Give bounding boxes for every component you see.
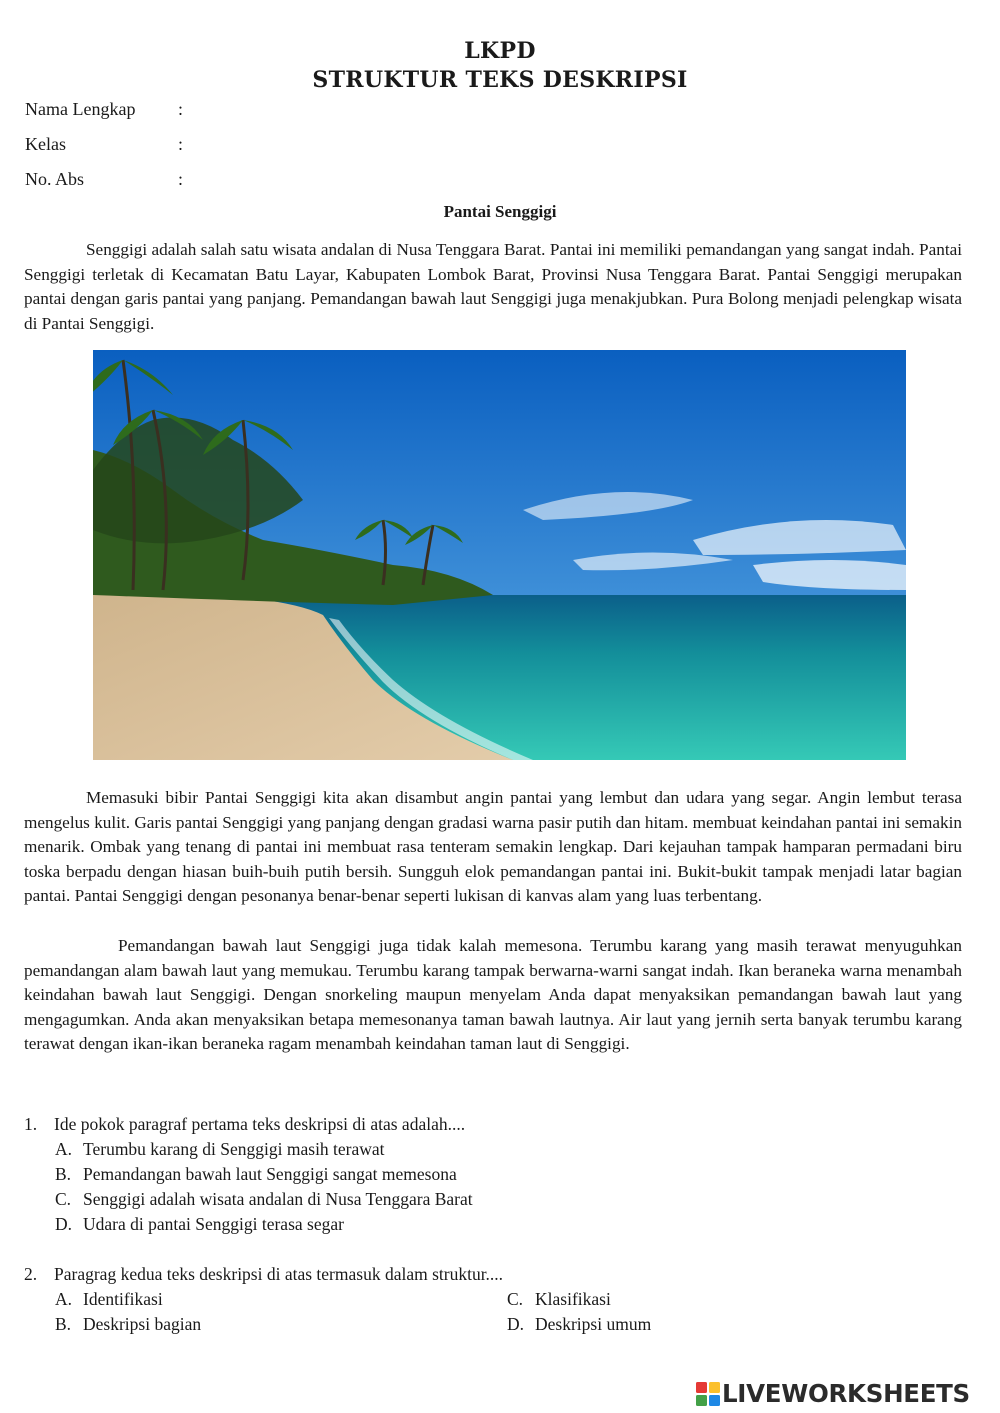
option-text: Senggigi adalah wisata andalan di Nusa Tenggara Barat — [83, 1189, 473, 1209]
q1-option-c[interactable] — [55, 1187, 473, 1211]
q2-option-b[interactable] — [55, 1312, 201, 1336]
liveworksheets-logo-icon — [696, 1382, 720, 1406]
option-text: Identifikasi — [83, 1289, 163, 1309]
worksheet-subtitle: STRUKTUR TEKS DESKRIPSI — [312, 67, 688, 93]
question-2 — [24, 1262, 503, 1286]
field-label: Kelas — [25, 134, 66, 154]
option-text: Udara di pantai Senggigi terasa segar — [83, 1214, 344, 1234]
option-text: Deskripsi bagian — [83, 1314, 202, 1334]
option-letter: D. — [507, 1314, 525, 1334]
option-letter: B. — [55, 1164, 72, 1184]
option-text: Terumbu karang di Senggigi masih terawat — [83, 1139, 385, 1159]
q1-option-d[interactable] — [55, 1212, 344, 1236]
q1-option-a[interactable] — [55, 1137, 385, 1161]
option-text: Klasifikasi — [535, 1289, 611, 1309]
option-letter: D. — [55, 1214, 73, 1234]
q2-option-d[interactable] — [507, 1312, 651, 1336]
question-1 — [24, 1112, 465, 1136]
option-letter: C. — [55, 1189, 72, 1209]
question-number: 1. — [24, 1114, 38, 1134]
question-text: Ide pokok paragraf pertama teks deskripsi di atas adalah.... — [54, 1114, 466, 1134]
option-letter: B. — [55, 1314, 72, 1334]
text-title: Pantai Senggigi — [443, 202, 557, 221]
q1-option-b[interactable] — [55, 1162, 457, 1186]
field-colon: : — [178, 99, 184, 119]
question-text: Paragrag kedua teks deskripsi di atas termasuk dalam struktur.... — [54, 1264, 504, 1284]
q2-option-a[interactable] — [55, 1287, 163, 1311]
option-text: Deskripsi umum — [535, 1314, 652, 1334]
field-no-abs[interactable] — [25, 168, 183, 190]
liveworksheets-brand — [696, 1380, 996, 1408]
option-letter: A. — [55, 1139, 73, 1159]
brand-name: LIVEWORKSHEETS — [722, 1379, 970, 1408]
field-label: No. Abs — [25, 169, 85, 189]
paragraph-3: Pemandangan bawah laut Senggigi juga tidak kalah memesona. Terumbu karang yang masih terawat menyuguhkan pemandangan alam bawah laut yang memukau. Terumbu karang tampak berwarna-warni sangat indah. Ikan beraneka warna menambah keindahan bawah laut Senggigi. Dengan snorkeling maupun menyelam Anda dapat menyaksikan pemandangan bawah laut yang mengagumkan. Anda akan menyaksikan betapa memesonanya taman bawah lautnya. Air laut yang jernih serta banyak terumbu karang terawat dengan ikan-ikan beraneka ragam menambah keindahan taman laut di Senggigi. — [24, 936, 962, 1054]
field-colon: : — [178, 169, 184, 189]
option-letter: C. — [507, 1289, 524, 1309]
q2-option-c[interactable] — [507, 1287, 611, 1311]
paragraph-2: Memasuki bibir Pantai Senggigi kita akan disambut angin pantai yang lembut dan udara yang segar. Angin lembut terasa mengelus kulit. Garis pantai Senggigi yang panjang dengan gradasi warna pasir putih dan hitam. membuat keindahan pantai ini semakin menarik. Ombak yang tenang di pantai ini membuat rasa tenteram semakin lengkap. Dari kejauhan tampak hamparan permadani biru toska berpadu dengan hiasan buih-buih putih bersih. Sungguh elok pemandangan pantai ini. Bukit-bukit tampak menjadi latar bagian pantai. Pantai Senggigi dengan pesonanya benar-benar seperti lukisan di kanvas alam yang luas terbentang. — [24, 788, 962, 906]
option-text: Pemandangan bawah laut Senggigi sangat memesona — [83, 1164, 457, 1184]
field-label: Nama Lengkap — [25, 99, 136, 119]
worksheet-title: LKPD — [464, 38, 536, 64]
field-nama-lengkap[interactable] — [25, 98, 183, 120]
field-kelas[interactable] — [25, 133, 183, 155]
beach-photo — [93, 350, 906, 760]
field-colon: : — [178, 134, 184, 154]
question-number: 2. — [24, 1264, 38, 1284]
option-letter: A. — [55, 1289, 73, 1309]
paragraph-1: Senggigi adalah salah satu wisata andalan di Nusa Tenggara Barat. Pantai ini memiliki pemandangan yang sangat indah. Pantai Senggigi terletak di Kecamatan Batu Layar, Kabupaten Lombok Barat, Provinsi Nusa Tenggara Barat. Pantai Senggigi merupakan pantai dengan garis pantai yang panjang. Pemandangan bawah laut Senggigi juga menakjubkan. Pura Bolong menjadi pelengkap wisata di Pantai Senggigi. — [24, 240, 962, 333]
